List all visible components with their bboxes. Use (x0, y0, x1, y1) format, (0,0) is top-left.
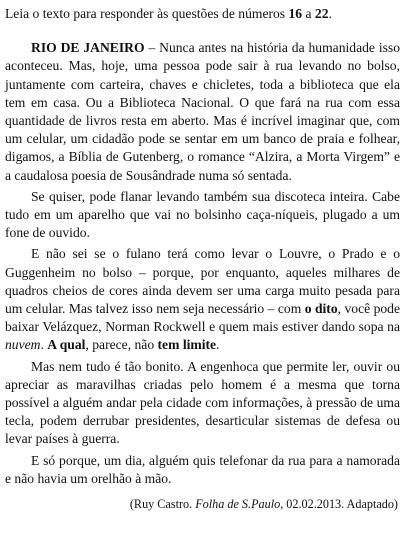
source-citation (5, 496, 400, 512)
instructions-line (5, 5, 400, 23)
text-run: E não sei se o fulano terá como levar o Louvre, o Prado e o Guggenheim no bolso – porque, por enquanto, aqueles milhares de quadros cheios de cores ainda devem ser uma carga muito pesada para um celular. Mas talvez isso nem seja necessário – com (5, 246, 400, 317)
question-number-end: 22 (314, 6, 329, 21)
text-run: RIO DE JANEIRO (31, 40, 145, 56)
text-run: tem limite (157, 337, 217, 353)
source-publication: Folha de S.Paulo (195, 497, 281, 512)
text-run: A qual (47, 337, 86, 353)
paragraph-5 (5, 452, 400, 488)
paragraph-2 (5, 188, 400, 243)
text-run: . (40, 337, 48, 353)
text-run: nuvem (5, 337, 41, 353)
text-run: , você pode baixar Velázquez, Norman Rockwell e quem mais estiver dando sopa na (5, 301, 400, 335)
text-run: Mas nem tudo é tão bonito. A engenhoca que permite ler, ouvir ou apreciar as maravilhas criadas pelo homem é a mesma que torna possível a alguém andar pela cidade com informações, à pressão de uma tecla, podem derrubar presidentes, desarticular sistemas de defesa ou levar países à guerra. (5, 358, 400, 447)
question-number-start: 16 (288, 6, 303, 21)
instructions-connector: a (302, 6, 315, 21)
instructions-prefix: Leia o texto para responder às questões de números (5, 6, 289, 21)
text-run: . (216, 337, 220, 353)
text-run: – Nunca antes na história da humanidade isso aconteceu. Mas, hoje, uma pessoa pode sair à rua levando no bolso, juntamente com carteira, chaves e chicletes, toda a biblioteca que ela tem em casa. Ou a Biblioteca Nacional. O que fará na rua com essa quantidade de livros resta em aberto. Mas é incrível imaginar que, com um celular, um cidadão pode se sentar em um banco de praia e folhear, digamos, a Bíblia de Gutenberg, o romance “Alzira, a Morta Virgem” e a caudalosa poesia de Sousândrade numa só sentada. (5, 40, 400, 183)
instructions-suffix: . (328, 6, 332, 21)
article-text (5, 39, 400, 488)
paragraph-1 (5, 39, 400, 185)
paragraph-3 (5, 245, 400, 354)
text-run: E só porque, um dia, alguém quis telefonar da rua para a namorada e não havia um orelhão à mão. (5, 452, 400, 486)
source-author: (Ruy Castro. (129, 497, 196, 512)
text-run: o dito (304, 301, 338, 317)
text-run: Se quiser, pode flanar levando também sua discoteca inteira. Cabe tudo em um aparelho que vai no bolsinho caça-níqueis, plugado a um fone de ouvido. (5, 188, 400, 241)
paragraph-4 (5, 358, 400, 449)
text-run: , parece, não (85, 337, 158, 353)
source-date: , 02.02.2013. Adaptado) (280, 497, 398, 512)
